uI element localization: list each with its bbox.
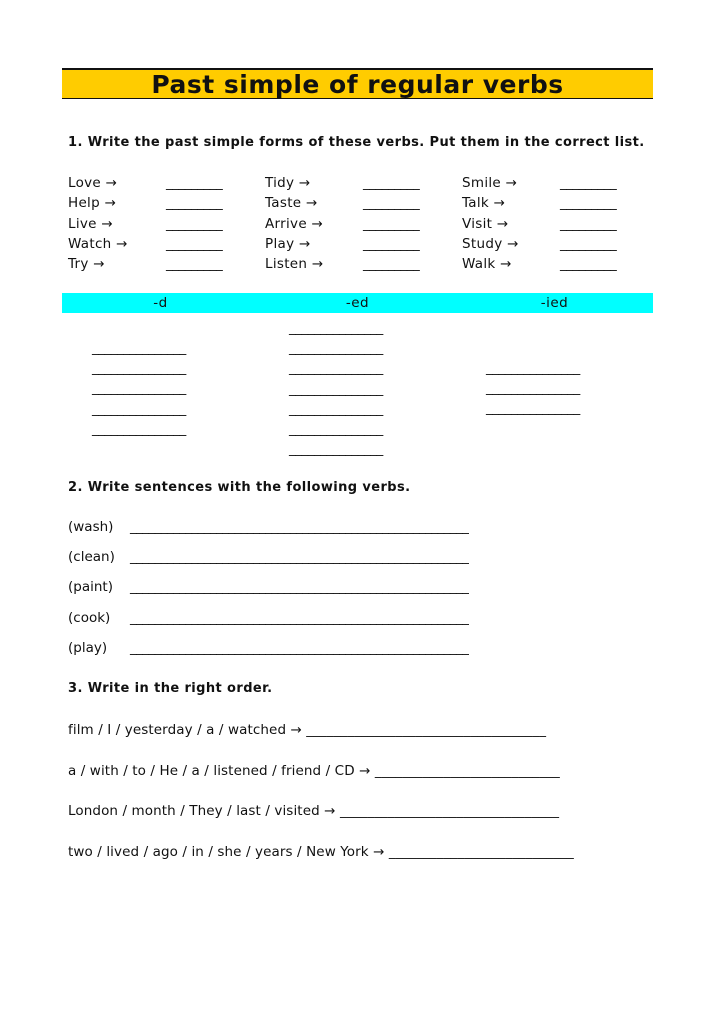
verb-label: (clean) [68, 549, 115, 566]
answer-blank[interactable]: _________ [560, 235, 617, 252]
answer-blank[interactable]: _________ [560, 175, 617, 191]
verb-label: (paint) [68, 579, 113, 596]
sentence-line[interactable]: _______________________________________________________ [130, 579, 469, 596]
verb-label: (wash) [68, 519, 114, 535]
page-title: Past simple of regular verbs [151, 69, 564, 99]
answer-blank[interactable]: _________ [363, 195, 420, 212]
column-header-ied: -ied [540, 295, 569, 311]
answer-blank[interactable]: _________ [166, 235, 223, 252]
verb-prompt: Tidy → [265, 175, 311, 191]
verb-prompt: Study → [462, 235, 519, 252]
answer-blank[interactable]: _________ [166, 256, 223, 273]
verb-prompt: Visit → [462, 215, 509, 232]
column-ed-line[interactable]: _______________ [289, 421, 383, 437]
answer-blank[interactable]: _________ [363, 175, 420, 191]
column-d-line[interactable]: _______________ [92, 360, 186, 377]
sentence-line[interactable]: _______________________________________________________ [130, 549, 469, 566]
verb-prompt: Help → [68, 195, 117, 212]
answer-blank[interactable]: _________ [166, 215, 223, 232]
column-d-line[interactable]: _______________ [92, 380, 186, 397]
verb-prompt: Live → [68, 215, 113, 232]
word-order-item[interactable]: London / month / They / last / visited → ________________________________ [68, 803, 560, 819]
column-ed-line[interactable]: _______________ [289, 340, 383, 357]
verb-label: (play) [68, 639, 108, 656]
column-ed-line[interactable]: _______________ [289, 380, 383, 397]
answer-blank[interactable]: _________ [560, 215, 617, 232]
section3-heading: 3. Write in the right order. [68, 681, 273, 696]
column-header-d: -d [153, 295, 168, 311]
word-order-item[interactable]: film / I / yesterday / a / watched → ___________________________________ [68, 722, 547, 738]
column-d-line[interactable]: _______________ [92, 400, 186, 417]
verb-prompt: Walk → [462, 256, 512, 273]
answer-blank[interactable]: _________ [166, 175, 223, 191]
verb-label: (cook) [68, 609, 111, 626]
column-ied-line[interactable]: _______________ [486, 380, 580, 397]
column-ed-line[interactable]: _______________ [289, 360, 383, 377]
answer-blank[interactable]: _________ [363, 215, 420, 232]
column-header-ed: -ed [345, 295, 370, 311]
column-d-line[interactable]: _______________ [92, 340, 186, 356]
verb-prompt: Arrive → [265, 215, 324, 232]
section2-heading: 2. Write sentences with the following verbs. [68, 480, 411, 495]
verb-prompt: Talk → [462, 195, 506, 212]
section1-heading: 1. Write the past simple forms of these verbs. Put them in the correct list. [68, 135, 645, 150]
verb-prompt: Watch → [68, 235, 128, 252]
word-order-item[interactable]: a / with / to / He / a / listened / friend / CD → ___________________________ [68, 762, 560, 779]
verb-prompt: Taste → [265, 195, 318, 212]
verb-prompt: Play → [265, 235, 311, 252]
sentence-line[interactable]: _______________________________________________________ [130, 519, 469, 535]
answer-blank[interactable]: _________ [363, 235, 420, 252]
verb-prompt: Smile → [462, 175, 518, 191]
answer-blank[interactable]: _________ [560, 195, 617, 212]
column-ied-line[interactable]: _______________ [486, 360, 580, 376]
word-order-item[interactable]: two / lived / ago / in / she / years / New York → ___________________________ [68, 843, 574, 860]
answer-blank[interactable]: _________ [363, 256, 420, 273]
column-ed-line[interactable]: _______________ [289, 320, 383, 336]
title-bar [62, 68, 653, 99]
sentence-line[interactable]: _______________________________________________________ [130, 609, 469, 626]
answer-blank[interactable]: _________ [166, 195, 223, 212]
verb-prompt: Listen → [265, 256, 324, 273]
verb-prompt: Love → [68, 175, 118, 191]
verb-prompt: Try → [68, 256, 105, 273]
column-d-line[interactable]: _______________ [92, 420, 186, 437]
column-ed-line[interactable]: _______________ [289, 400, 383, 417]
sentence-line[interactable]: _______________________________________________________ [130, 639, 469, 656]
column-ied-line[interactable]: _______________ [486, 400, 580, 417]
answer-blank[interactable]: _________ [560, 256, 617, 273]
column-ed-line[interactable]: _______________ [289, 441, 383, 458]
